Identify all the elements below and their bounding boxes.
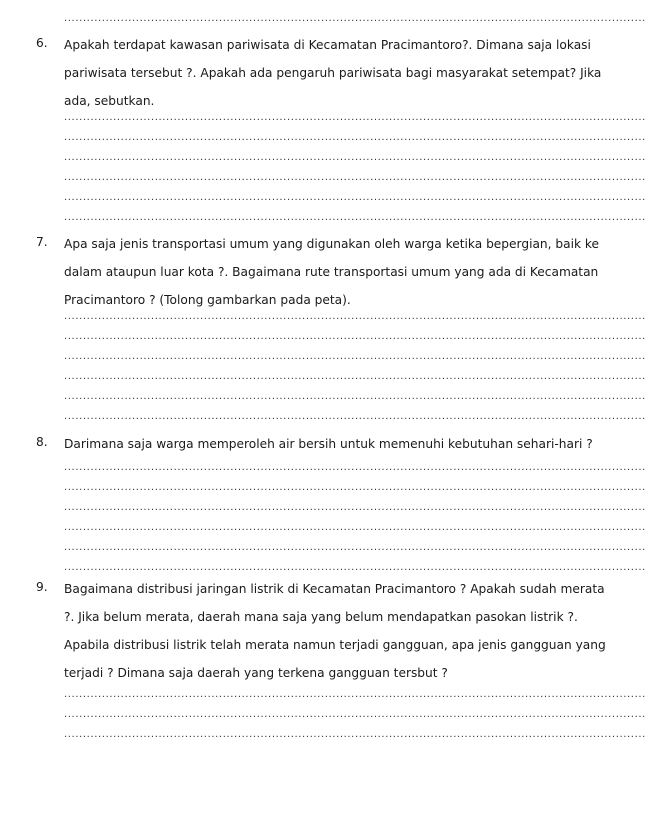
- question-text-line: dalam ataupun luar kota ?. Bagaimana rute transportasi umum yang ada di Kecamatan: [64, 265, 599, 279]
- answer-line: ..........................................................................................................................................................: [64, 689, 646, 700]
- answer-line: ..........................................................................................................................................................: [64, 112, 646, 123]
- question-text-line: ada, sebutkan.: [64, 94, 155, 108]
- answer-line: ..........................................................................................................................................................: [64, 482, 646, 493]
- answer-line: ..........................................................................................................................................................: [64, 391, 646, 402]
- answer-line: ..........................................................................................................................................................: [64, 172, 646, 183]
- answer-line: ..........................................................................................................................................................: [64, 212, 646, 223]
- question-number: 7.: [36, 235, 48, 249]
- question-text-line: ?. Jika belum merata, daerah mana saja yang belum mendapatkan pasokan listrik ?.: [64, 610, 578, 624]
- answer-line: ..........................................................................................................................................................: [64, 462, 646, 473]
- answer-line: ..........................................................................................................................................................: [64, 13, 646, 24]
- question-text-line: Apa saja jenis transportasi umum yang digunakan oleh warga ketika bepergian, baik ke: [64, 237, 600, 251]
- answer-line: ..........................................................................................................................................................: [64, 371, 646, 382]
- answer-line: ..........................................................................................................................................................: [64, 331, 646, 342]
- answer-line: ..........................................................................................................................................................: [64, 351, 646, 362]
- answer-line: ..........................................................................................................................................................: [64, 132, 646, 143]
- question-text-line: Bagaimana distribusi jaringan listrik di Kecamatan Pracimantoro ? Apakah sudah merata: [64, 582, 605, 596]
- answer-line: ..........................................................................................................................................................: [64, 152, 646, 163]
- answer-line: ..........................................................................................................................................................: [64, 522, 646, 533]
- answer-line: ..........................................................................................................................................................: [64, 411, 646, 422]
- answer-line: ..........................................................................................................................................................: [64, 502, 646, 513]
- answer-line: ..........................................................................................................................................................: [64, 709, 646, 720]
- question-number: 6.: [36, 36, 48, 50]
- answer-line: ..........................................................................................................................................................: [64, 729, 646, 740]
- question-text-line: Pracimantoro ? (Tolong gambarkan pada peta).: [64, 293, 351, 307]
- question-text-line: pariwisata tersebut ?. Apakah ada pengaruh pariwisata bagi masyarakat setempat? Jika: [64, 66, 602, 80]
- answer-line: ..........................................................................................................................................................: [64, 192, 646, 203]
- question-text-line: Apabila distribusi listrik telah merata namun terjadi gangguan, apa jenis gangguan yang: [64, 638, 606, 652]
- answer-line: ..........................................................................................................................................................: [64, 562, 646, 573]
- question-number: 9.: [36, 580, 48, 594]
- question-number: 8.: [36, 435, 48, 449]
- answer-line: ..........................................................................................................................................................: [64, 311, 646, 322]
- question-text-line: terjadi ? Dimana saja daerah yang terkena gangguan tersbut ?: [64, 666, 448, 680]
- answer-line: ..........................................................................................................................................................: [64, 542, 646, 553]
- question-text-line: Darimana saja warga memperoleh air bersih untuk memenuhi kebutuhan sehari-hari ?: [64, 437, 593, 451]
- question-text-line: Apakah terdapat kawasan pariwisata di Kecamatan Pracimantoro?. Dimana saja lokasi: [64, 38, 591, 52]
